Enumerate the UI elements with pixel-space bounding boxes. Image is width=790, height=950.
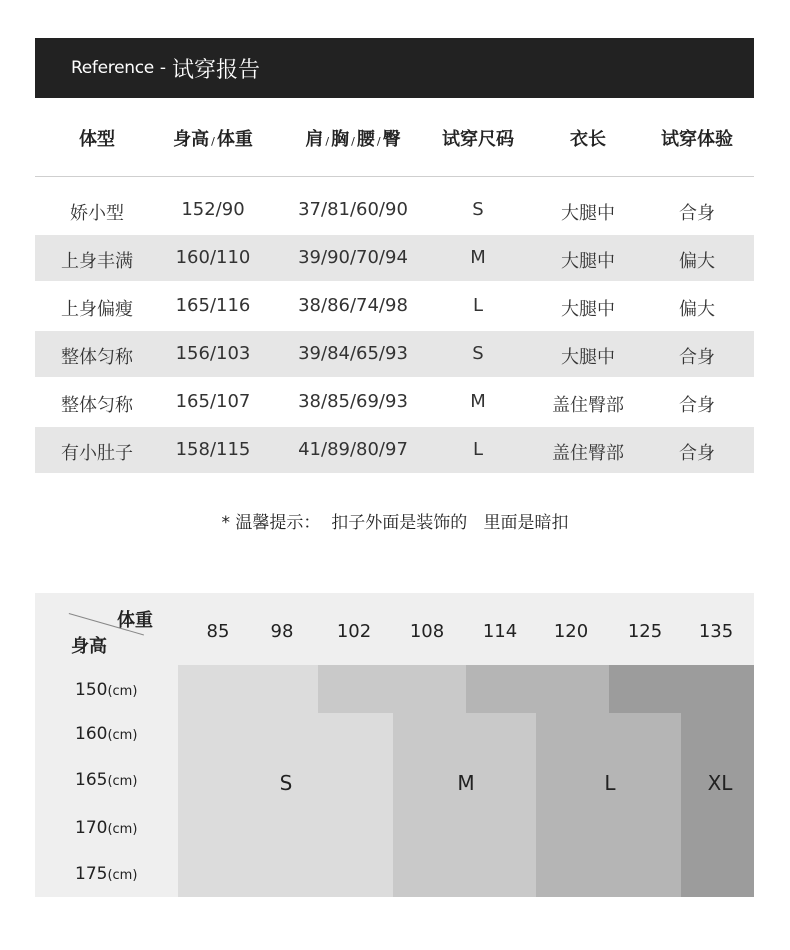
warm-tip-note: * 温馨提示： 扣子外面是装饰的 里面是暗扣 <box>221 513 569 533</box>
header-text: 试穿体验 <box>661 129 733 150</box>
table-cell: 盖住臀部 <box>552 395 624 416</box>
table-row <box>35 379 754 425</box>
height-unit: (cm) <box>107 822 138 837</box>
table-cell: 大腿中 <box>561 251 615 272</box>
fit-header-col-0 <box>32 125 162 151</box>
table-cell: 大腿中 <box>561 347 615 368</box>
size-label: XL <box>707 771 733 795</box>
header-text: 衣长 <box>570 129 606 150</box>
header-text: 臀 <box>382 129 401 150</box>
table-cell: 合身 <box>679 395 715 416</box>
table-row <box>35 331 754 377</box>
weight-label: 102 <box>336 621 372 642</box>
table-cell: 上身丰满 <box>61 251 133 272</box>
height-value: 170 <box>75 818 108 838</box>
header-text: 体重 <box>216 129 253 150</box>
height-label <box>75 724 137 744</box>
table-cell: 偏大 <box>679 251 715 272</box>
weight-label: 98 <box>270 621 294 642</box>
table-cell: 165/116 <box>175 295 251 316</box>
table-cell: 偏大 <box>679 299 715 320</box>
height-value: 165 <box>75 770 108 790</box>
header-text: 体型 <box>79 129 115 150</box>
table-cell: S <box>472 199 484 220</box>
title-english: Reference <box>71 58 154 78</box>
fit-header-col-2 <box>288 125 418 151</box>
fit-table-header <box>35 98 754 177</box>
table-row <box>35 283 754 329</box>
table-cell: M <box>470 391 486 412</box>
weight-label: 125 <box>627 621 663 642</box>
table-cell: 娇小型 <box>70 203 124 224</box>
size-region-s <box>318 713 393 897</box>
table-cell: 整体匀称 <box>61 347 133 368</box>
height-value: 175 <box>75 864 108 884</box>
table-cell: 38/86/74/98 <box>298 295 408 316</box>
table-cell: 上身偏瘦 <box>61 299 133 320</box>
size-label: L <box>604 771 616 795</box>
table-cell: 大腿中 <box>561 299 615 320</box>
header-text: 试穿尺码 <box>442 129 514 150</box>
table-cell: 合身 <box>679 347 715 368</box>
size-label: M <box>457 771 475 795</box>
weight-label: 85 <box>206 621 230 642</box>
height-label <box>75 770 137 790</box>
size-region-m <box>393 713 536 897</box>
table-cell: 整体匀称 <box>61 395 133 416</box>
table-cell: 156/103 <box>175 343 251 364</box>
table-cell: 大腿中 <box>561 203 615 224</box>
table-cell: S <box>472 343 484 364</box>
size-region-xl <box>609 665 754 713</box>
height-value: 150 <box>75 680 108 700</box>
header-slash: / <box>376 135 381 148</box>
table-cell: 160/110 <box>175 247 251 268</box>
header-slash: / <box>325 135 330 148</box>
height-value: 160 <box>75 724 108 744</box>
weight-label: 114 <box>482 621 518 642</box>
size-region-l <box>536 713 681 897</box>
title-separator: - <box>159 58 167 78</box>
table-cell: L <box>472 295 484 316</box>
table-cell: 39/84/65/93 <box>298 343 408 364</box>
report-title-bar <box>35 38 754 98</box>
weight-label: 108 <box>409 621 445 642</box>
header-slash: / <box>211 135 215 148</box>
table-cell: L <box>472 439 484 460</box>
table-cell: 158/115 <box>175 439 251 460</box>
table-cell: 有小肚子 <box>61 443 133 464</box>
table-cell: 合身 <box>679 443 715 464</box>
height-unit: (cm) <box>107 728 138 743</box>
table-cell: 39/90/70/94 <box>298 247 408 268</box>
table-row <box>35 187 754 233</box>
weight-label: 120 <box>553 621 589 642</box>
header-slash: / <box>351 135 355 148</box>
fit-header-col-5 <box>632 125 762 151</box>
title-chinese: 试穿报告 <box>172 57 261 83</box>
size-region-m <box>318 665 466 713</box>
height-label <box>75 818 137 838</box>
size-region-xl <box>681 713 754 897</box>
corner-height-label: 身高 <box>71 636 107 657</box>
height-unit: (cm) <box>107 684 138 699</box>
header-text: 腰 <box>356 129 375 150</box>
size-region-l <box>466 665 609 713</box>
table-row <box>35 427 754 473</box>
table-cell: 152/90 <box>181 199 245 220</box>
table-row <box>35 235 754 281</box>
header-text: 身高 <box>173 129 210 150</box>
height-unit: (cm) <box>107 774 138 789</box>
corner-weight-label: 体重 <box>117 610 153 631</box>
header-text: 肩 <box>305 129 324 150</box>
table-cell: 41/89/80/97 <box>298 439 408 460</box>
fit-header-col-1 <box>148 125 278 151</box>
table-cell: 165/107 <box>175 391 251 412</box>
height-label <box>75 864 137 884</box>
table-cell: 37/81/60/90 <box>298 199 408 220</box>
height-label <box>75 680 137 700</box>
weight-label: 135 <box>698 621 734 642</box>
size-chart <box>35 593 754 897</box>
table-cell: M <box>470 247 486 268</box>
table-cell: 合身 <box>679 203 715 224</box>
size-label: S <box>279 771 293 795</box>
table-cell: 38/85/69/93 <box>298 391 408 412</box>
table-cell: 盖住臀部 <box>552 443 624 464</box>
header-text: 胸 <box>331 129 350 150</box>
height-unit: (cm) <box>107 868 138 883</box>
